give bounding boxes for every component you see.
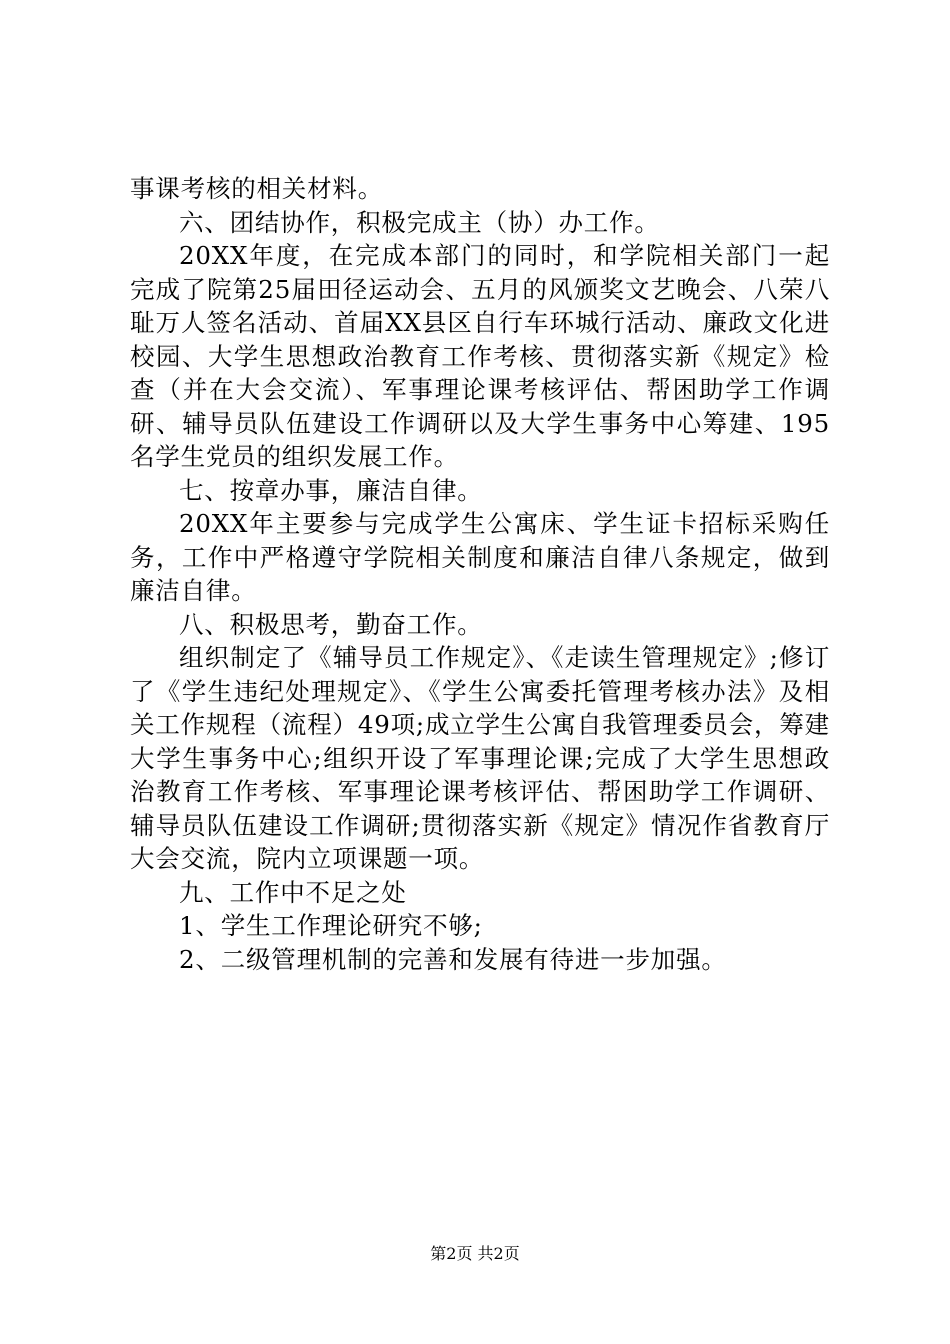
list-item-1: 1、学生工作理论研究不够; [179, 911, 483, 940]
section-heading-7: 七、按章办事，廉洁自律。 [179, 475, 483, 505]
list-item-2: 2、二级管理机制的完善和发展有待进一步加强。 [179, 944, 727, 974]
section-heading-6: 六、团结协作，积极完成主（协）办工作。 [179, 207, 660, 237]
section-heading-9: 九、工作中不足之处 [179, 877, 407, 907]
document-body [130, 172, 830, 976]
paragraph-section-6: 20XX年度，在完成本部门的同时，和学院相关部门一起完成了院第25届田径运动会、五月的风颁奖文艺晚会、八荣八耻万人签名活动、首届XX县区自行车环城行活动、廉政文化进校园、大学生思想政治教育工作考核、贯彻落实新《规定》检查（并在大会交流）、军事理论课考核评估、帮困助学工作调研、辅导员队伍建设工作调研以及大学生事务中心筹建、195名学生党员的组织发展工作。 [130, 241, 830, 471]
page-number-footer: 第2页 共2页 [430, 1244, 520, 1263]
section-heading-8: 八、积极思考，勤奋工作。 [179, 609, 483, 639]
paragraph-continuation: 事课考核的相关材料。 [130, 174, 383, 203]
paragraph-section-7: 20XX年主要参与完成学生公寓床、学生证卡招标采购任务，工作中严格遵守学院相关制度和廉洁自律八条规定，做到廉洁自律。 [130, 509, 830, 605]
paragraph-section-8: 组织制定了《辅导员工作规定》、《走读生管理规定》;修订了《学生违纪处理规定》、《学生公寓委托管理考核办法》及相关工作规程（流程）49项;成立学生公寓自我管理委员会，筹建大学生事务中心;组织开设了军事理论课;完成了大学生思想政治教育工作考核、军事理论课考核评估、帮困助学工作调研、辅导员队伍建设工作调研;贯彻落实新《规定》情况作省教育厅大会交流，院内立项课题一项。 [130, 643, 830, 873]
